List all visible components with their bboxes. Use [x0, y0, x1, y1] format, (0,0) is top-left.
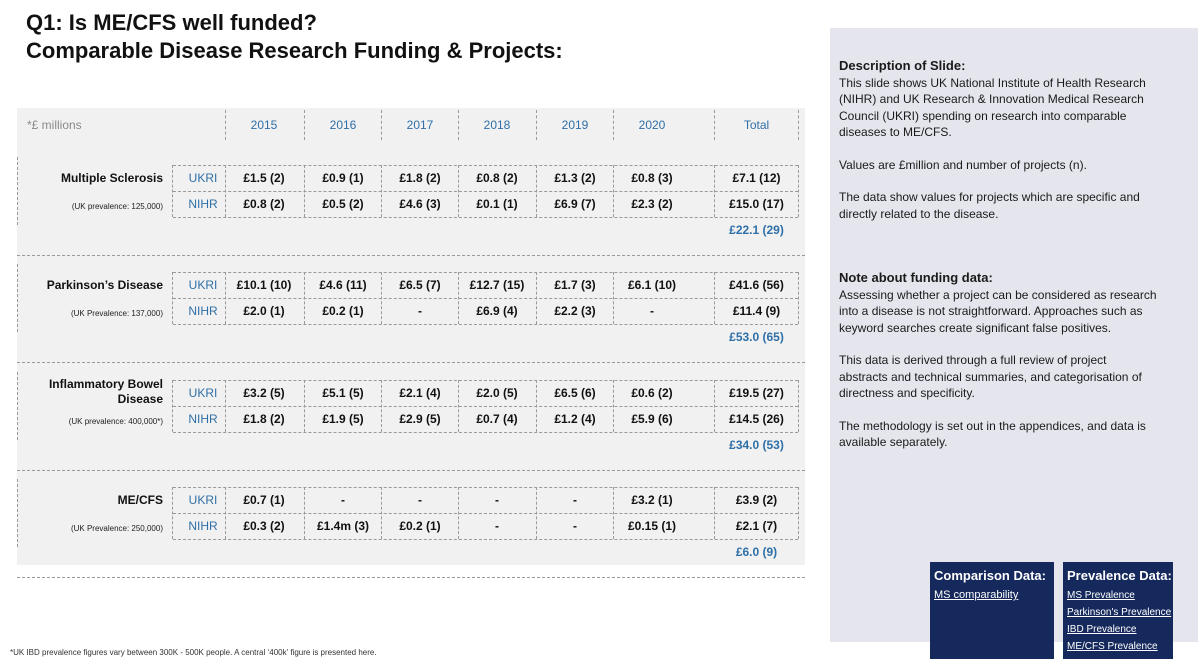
year-header: 2019	[561, 118, 589, 132]
block-separator	[17, 470, 805, 471]
funding-value-cell: £0.2 (1)	[399, 519, 441, 533]
funding-total-cell: £3.9 (2)	[735, 493, 778, 507]
column-divider	[798, 165, 799, 217]
funding-value-cell: £6.5 (6)	[554, 386, 596, 400]
parkinsons-prevalence-link[interactable]: Parkinson's Prevalence	[1067, 607, 1172, 618]
funding-value-cell: £6.9 (7)	[554, 197, 596, 211]
funding-value-cell: £4.6 (11)	[319, 278, 367, 292]
block-separator	[17, 577, 805, 578]
funding-value-cell: £1.5 (2)	[243, 171, 285, 185]
funding-value-cell: £1.7 (3)	[554, 278, 596, 292]
header-column-divider	[714, 110, 715, 140]
units-label: *£ millions	[27, 118, 82, 132]
ibd-prevalence-link[interactable]: IBD Prevalence	[1067, 624, 1137, 635]
funding-total-cell: £15.0 (17)	[729, 197, 784, 211]
header-column-divider	[613, 110, 614, 140]
funding-value-cell: £0.8 (2)	[476, 171, 518, 185]
funding-value-cell: £5.1 (5)	[322, 386, 364, 400]
description-paragraph-3: The data show values for projects which are specific and directly related to the disease.	[839, 190, 1140, 221]
column-divider	[798, 487, 799, 539]
year-header: 2015	[250, 118, 278, 132]
funding-value-cell: £2.0 (1)	[243, 304, 285, 318]
disease-prevalence: (UK prevalence: 125,000)	[71, 202, 163, 211]
funding-value-cell: -	[573, 519, 577, 533]
description-paragraph-2: Values are £million and number of projects (n).	[839, 157, 1087, 172]
funding-note-paragraph-2: This data is derived through a full review of project abstracts and technical summaries, and categorisation of directness and specificity.	[839, 353, 1142, 400]
funding-note-block	[839, 270, 1157, 451]
ms-comparability-link[interactable]: MS comparability	[934, 589, 1019, 601]
year-header: 2018	[483, 118, 511, 132]
funding-source-label: UKRI	[188, 386, 218, 400]
funding-value-cell: -	[418, 304, 422, 318]
funding-value-cell: £1.8 (2)	[243, 412, 285, 426]
funding-value-cell: £2.9 (5)	[399, 412, 441, 426]
row-divider	[173, 539, 798, 540]
disease-total-sum: £6.0 (9)	[735, 545, 778, 559]
funding-value-cell: £6.9 (4)	[476, 304, 518, 318]
block-left-divider	[17, 264, 18, 332]
funding-value-cell: £0.2 (1)	[322, 304, 364, 318]
description-paragraph-1: This slide shows UK National Institute of Health Research (NIHR) and UK Research & Innovation Medical Research Council (UKRI) spending on research into comparable diseases to ME/CFS.	[839, 75, 1146, 139]
disease-name: ME/CFS	[117, 493, 163, 507]
funding-value-cell: £2.2 (3)	[554, 304, 596, 318]
page-title	[26, 9, 563, 65]
row-divider	[173, 432, 798, 433]
funding-value-cell: -	[341, 493, 345, 507]
disease-prevalence: (UK prevalence: 400,000*)	[68, 417, 163, 426]
funding-source-label: NIHR	[188, 519, 218, 533]
funding-value-cell: £10.1 (10)	[236, 278, 292, 292]
prevalence-data-box	[1063, 562, 1173, 659]
funding-value-cell: £1.4m (3)	[316, 519, 370, 533]
funding-note-paragraph-1: Assessing whether a project can be considered as research into a disease is not straightforward. Approaches such as keyword searches create significant false positives.	[839, 287, 1157, 335]
funding-total-cell: £7.1 (12)	[732, 171, 781, 185]
funding-source-label: NIHR	[188, 197, 218, 211]
funding-value-cell: £1.9 (5)	[322, 412, 364, 426]
funding-value-cell: £5.9 (6)	[631, 412, 673, 426]
funding-value-cell: £12.7 (15)	[469, 278, 525, 292]
description-block	[839, 58, 1157, 222]
funding-value-cell: £1.3 (2)	[554, 171, 596, 185]
block-separator	[17, 255, 805, 256]
funding-value-cell: £2.0 (5)	[476, 386, 518, 400]
funding-note-paragraph-3: The methodology is set out in the appendices, and data is available separately.	[839, 418, 1146, 449]
row-divider	[173, 191, 798, 192]
row-divider	[173, 217, 798, 218]
footnote: *UK IBD prevalence figures vary between 300K - 500K people. A central ‘400k’ figure is presented here.	[10, 648, 377, 657]
disease-prevalence: (UK Prevalence: 137,000)	[70, 309, 163, 318]
disease-prevalence: (UK Prevalence: 250,000)	[70, 524, 163, 533]
row-divider	[173, 272, 798, 273]
header-column-divider	[225, 110, 226, 140]
funding-source-label: NIHR	[188, 412, 218, 426]
disease-name: Inflammatory Bowel Disease	[48, 377, 163, 406]
funding-value-cell: -	[418, 493, 422, 507]
row-divider	[173, 324, 798, 325]
title-line-2: Comparable Disease Research Funding & Projects:	[26, 38, 563, 63]
funding-value-cell: -	[573, 493, 577, 507]
funding-value-cell: -	[495, 493, 499, 507]
funding-value-cell: £1.8 (2)	[399, 171, 441, 185]
year-header: 2016	[329, 118, 357, 132]
funding-value-cell: £4.6 (3)	[399, 197, 441, 211]
funding-value-cell: £0.8 (2)	[243, 197, 285, 211]
year-header: 2017	[406, 118, 434, 132]
funding-value-cell: £2.3 (2)	[631, 197, 673, 211]
header-column-divider	[798, 110, 799, 140]
row-divider	[173, 380, 798, 381]
header-column-divider	[536, 110, 537, 140]
disease-total-sum: £34.0 (53)	[729, 438, 784, 452]
funding-value-cell: £6.1 (10)	[627, 278, 677, 292]
funding-value-cell: £1.2 (4)	[554, 412, 596, 426]
funding-value-cell: £0.8 (3)	[631, 171, 673, 185]
row-divider	[173, 298, 798, 299]
prevalence-data-title: Prevalence Data:	[1067, 568, 1172, 583]
funding-value-cell: -	[650, 304, 654, 318]
funding-value-cell: £0.9 (1)	[322, 171, 364, 185]
funding-value-cell: £0.6 (2)	[631, 386, 673, 400]
funding-total-cell: £14.5 (26)	[729, 412, 784, 426]
funding-value-cell: £0.7 (4)	[476, 412, 518, 426]
funding-value-cell: £0.1 (1)	[476, 197, 518, 211]
row-divider	[173, 406, 798, 407]
funding-source-label: NIHR	[188, 304, 218, 318]
block-separator	[17, 362, 805, 363]
funding-source-label: UKRI	[188, 278, 218, 292]
funding-value-cell: £0.7 (1)	[243, 493, 285, 507]
funding-note-heading: Note about funding data:	[839, 270, 993, 285]
funding-value-cell: £0.5 (2)	[322, 197, 364, 211]
disease-total-sum: £22.1 (29)	[729, 223, 784, 237]
funding-value-cell: £3.2 (5)	[243, 386, 285, 400]
comparison-data-title: Comparison Data:	[934, 568, 1046, 583]
disease-name: Multiple Sclerosis	[60, 171, 163, 185]
title-line-1: Q1: Is ME/CFS well funded?	[26, 10, 317, 35]
description-heading: Description of Slide:	[839, 58, 966, 73]
funding-value-cell: £6.5 (7)	[399, 278, 441, 292]
funding-value-cell: £3.2 (1)	[631, 493, 673, 507]
year-header: 2020	[638, 118, 666, 132]
header-column-divider	[304, 110, 305, 140]
funding-value-cell: £0.3 (2)	[243, 519, 285, 533]
funding-source-label: UKRI	[188, 493, 218, 507]
funding-value-cell: -	[495, 519, 499, 533]
row-divider	[173, 165, 798, 166]
row-divider	[173, 487, 798, 488]
funding-total-cell: £41.6 (56)	[729, 278, 784, 292]
column-divider	[798, 272, 799, 324]
disease-name: Parkinson’s Disease	[46, 278, 163, 292]
block-left-divider	[17, 372, 18, 440]
funding-total-cell: £19.5 (27)	[729, 386, 784, 400]
mecfs-prevalence-link[interactable]: ME/CFS Prevalence	[1067, 641, 1158, 652]
block-left-divider	[17, 157, 18, 225]
header-column-divider	[458, 110, 459, 140]
block-left-divider	[17, 479, 18, 547]
total-header: Total	[743, 118, 770, 132]
funding-value-cell: £0.15 (1)	[627, 519, 677, 533]
funding-value-cell: £2.1 (4)	[399, 386, 441, 400]
row-divider	[173, 513, 798, 514]
funding-total-cell: £11.4 (9)	[732, 304, 781, 318]
ms-prevalence-link[interactable]: MS Prevalence	[1067, 590, 1135, 601]
funding-source-label: UKRI	[188, 171, 218, 185]
header-column-divider	[381, 110, 382, 140]
funding-total-cell: £2.1 (7)	[735, 519, 778, 533]
disease-total-sum: £53.0 (65)	[729, 330, 784, 344]
column-divider	[798, 380, 799, 432]
comparison-data-box	[930, 562, 1054, 659]
